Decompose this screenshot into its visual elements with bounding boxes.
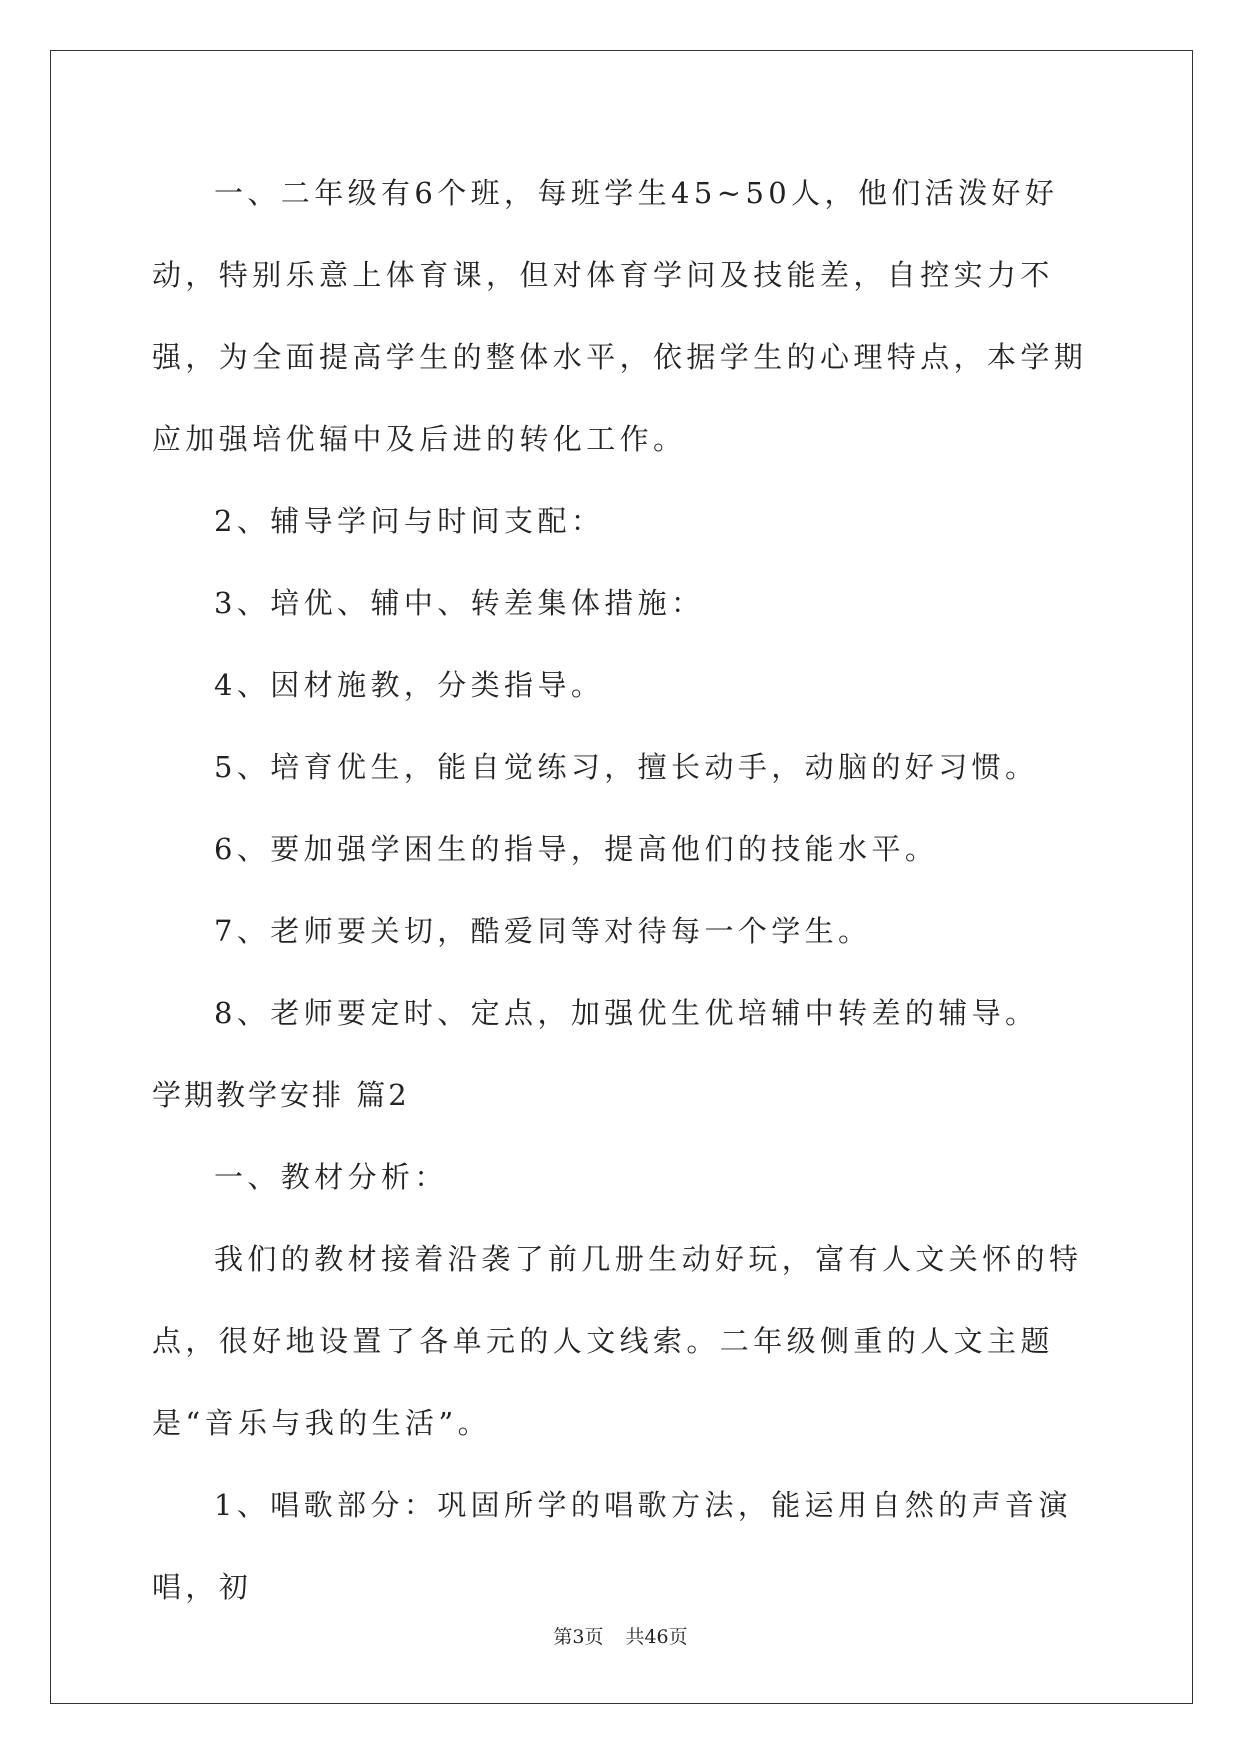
section-heading: 学期教学安排 篇2 <box>152 1078 410 1112</box>
paragraph-item-4: 4、因材施教，分类指导。 <box>214 668 605 702</box>
paragraph-class-overview: 一、二年级有6个班，每班学生45~50人，他们活泼好好动，特别乐意上体育课，但对体育学问及技能差，自控实力不强，为全面提高学生的整体水平，依据学生的心理特点，本学期应加强培优辐中及后进的转化工作。 <box>152 176 1088 456</box>
page-number: 第3页 <box>553 1626 604 1648</box>
paragraph-item-5: 5、培育优生，能自觉练习，擅长动手，动脑的好习惯。 <box>214 750 1039 784</box>
paragraph-item-8: 8、老师要定时、定点，加强优生优培辅中转差的辅导。 <box>214 996 1039 1030</box>
page-total: 共46页 <box>625 1626 688 1648</box>
paragraph-singing-part: 1、唱歌部分：巩固所学的唱歌方法，能运用自然的声音演唱，初 <box>152 1488 1072 1604</box>
paragraph-item-3: 3、培优、辅中、转差集体措施： <box>214 586 705 620</box>
paragraph-item-6: 6、要加强学困生的指导，提高他们的技能水平。 <box>214 832 939 866</box>
paragraph-textbook-analysis-title: 一、教材分析： <box>214 1160 448 1194</box>
page-footer <box>0 1622 1241 1649</box>
document-body <box>152 152 1090 1628</box>
paragraph-textbook-analysis: 我们的教材接着沿袭了前几册生动好玩，富有人文关怀的特点，很好地设置了各单元的人文线索。二年级侧重的人文主题是“音乐与我的生活”。 <box>152 1242 1083 1440</box>
paragraph-item-7: 7、老师要关切，酷爱同等对待每一个学生。 <box>214 914 872 948</box>
paragraph-item-2: 2、辅导学问与时间支配： <box>214 504 605 538</box>
